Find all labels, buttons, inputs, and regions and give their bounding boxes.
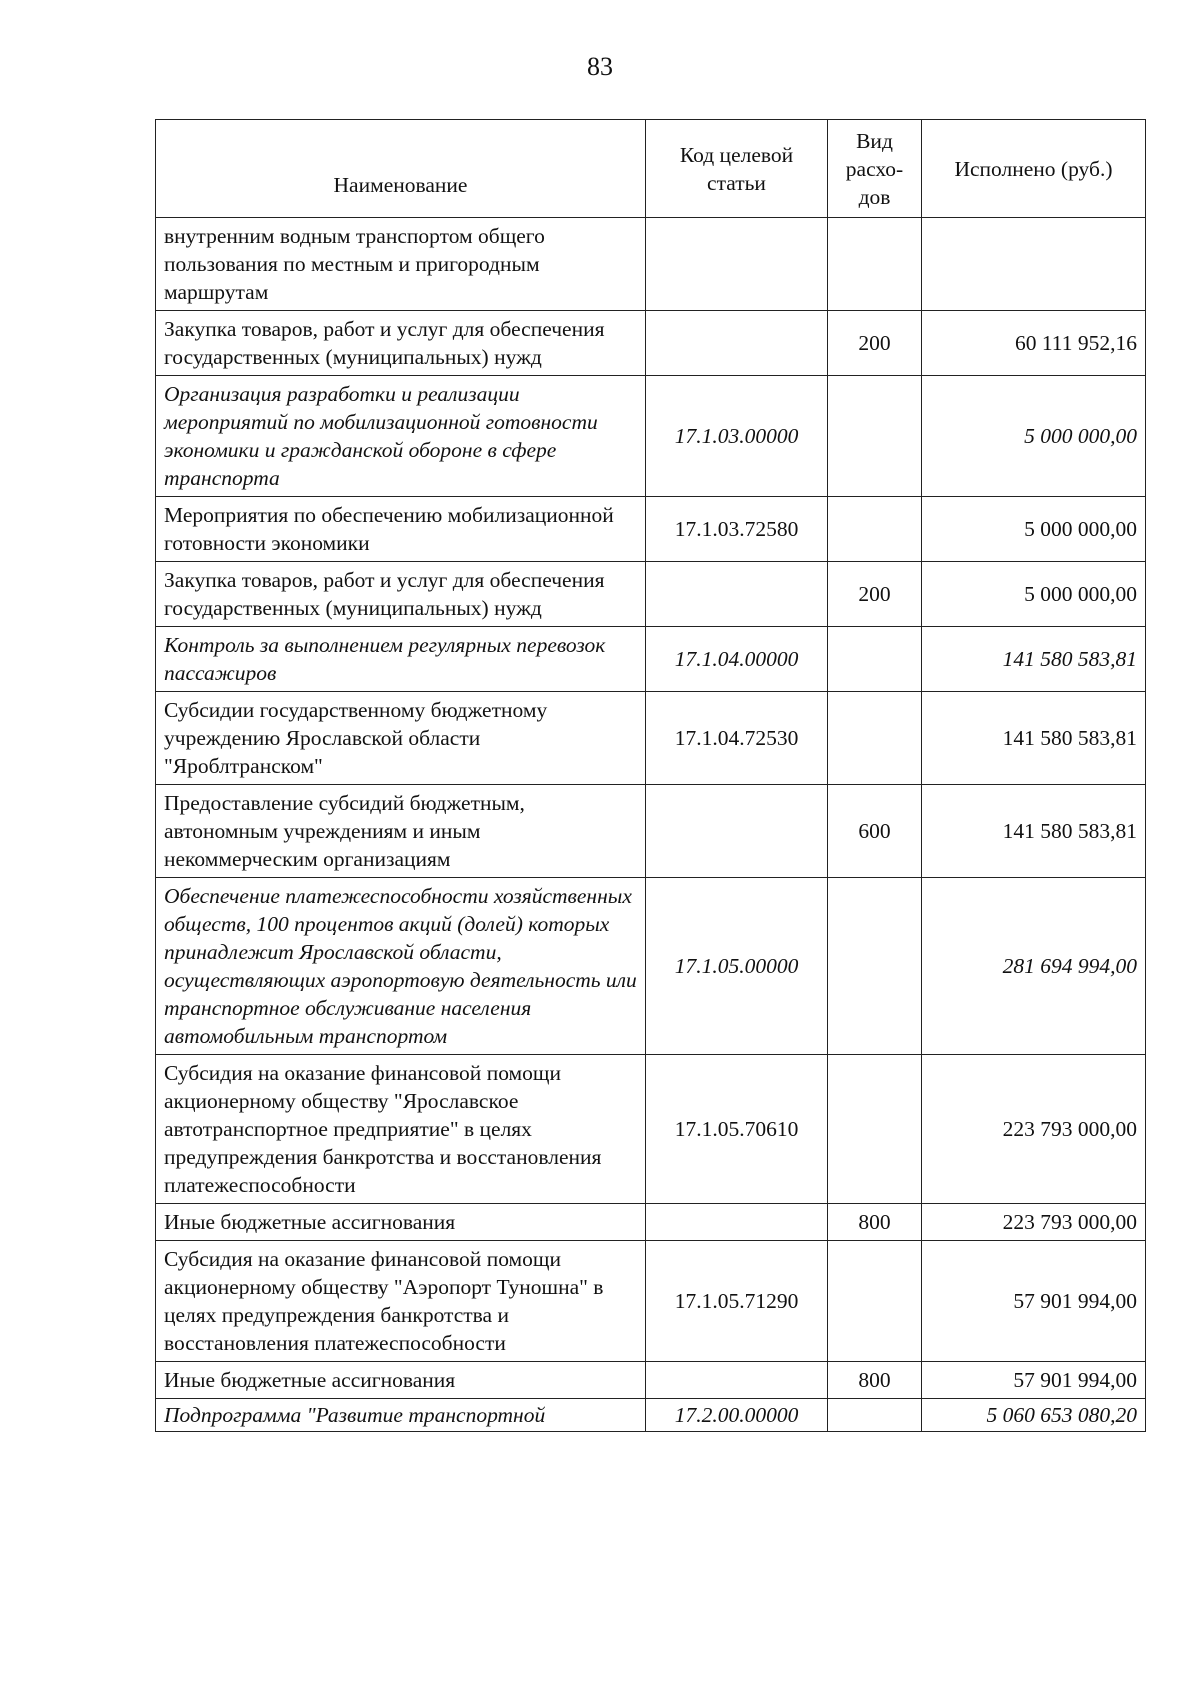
cell-sum: 223 793 000,00 bbox=[922, 1055, 1146, 1204]
table-row bbox=[156, 376, 1146, 497]
cell-name: Иные бюджетные ассигнования bbox=[156, 1362, 646, 1399]
cell-code: 17.1.05.71290 bbox=[646, 1241, 828, 1362]
cell-code bbox=[646, 785, 828, 878]
table-row bbox=[156, 1204, 1146, 1241]
cell-name: Субсидии государственному бюджетному учреждению Ярославской области "Яроблтранском" bbox=[156, 692, 646, 785]
cell-sum: 141 580 583,81 bbox=[922, 627, 1146, 692]
table-row bbox=[156, 785, 1146, 878]
cell-type: 600 bbox=[828, 785, 922, 878]
cell-name: Подпрограмма "Развитие транспортной bbox=[156, 1399, 646, 1432]
budget-table bbox=[155, 119, 1146, 1432]
cell-code bbox=[646, 1204, 828, 1241]
cell-code: 17.1.05.70610 bbox=[646, 1055, 828, 1204]
cell-sum: 57 901 994,00 bbox=[922, 1362, 1146, 1399]
cell-type bbox=[828, 218, 922, 311]
table-row bbox=[156, 692, 1146, 785]
cell-name: Предоставление субсидий бюджетным, автономным учреждениям и иным некоммерческим организациям bbox=[156, 785, 646, 878]
header-name: Наименование bbox=[156, 120, 646, 218]
cell-type bbox=[828, 1055, 922, 1204]
table-row bbox=[156, 311, 1146, 376]
cell-name: Субсидия на оказание финансовой помощи акционерному обществу "Аэропорт Туношна" в целях предупреждения банкротства и восстановления платежеспособности bbox=[156, 1241, 646, 1362]
table-row bbox=[156, 1399, 1146, 1432]
cell-name: Контроль за выполнением регулярных перевозок пассажиров bbox=[156, 627, 646, 692]
cell-code: 17.1.03.00000 bbox=[646, 376, 828, 497]
table-row bbox=[156, 218, 1146, 311]
cell-code: 17.1.05.00000 bbox=[646, 878, 828, 1055]
page-number: 83 bbox=[587, 52, 613, 81]
cell-type bbox=[828, 1399, 922, 1432]
cell-name: Закупка товаров, работ и услуг для обеспечения государственных (муниципальных) нужд bbox=[156, 562, 646, 627]
cell-type: 800 bbox=[828, 1362, 922, 1399]
cell-code: 17.1.03.72580 bbox=[646, 497, 828, 562]
table-row bbox=[156, 1362, 1146, 1399]
cell-code: 17.1.04.00000 bbox=[646, 627, 828, 692]
cell-sum: 141 580 583,81 bbox=[922, 692, 1146, 785]
cell-type bbox=[828, 627, 922, 692]
cell-sum bbox=[922, 218, 1146, 311]
cell-name: Закупка товаров, работ и услуг для обеспечения государственных (муниципальных) нужд bbox=[156, 311, 646, 376]
cell-sum: 141 580 583,81 bbox=[922, 785, 1146, 878]
cell-type bbox=[828, 376, 922, 497]
cell-sum: 5 000 000,00 bbox=[922, 562, 1146, 627]
header-code: Код целевой статьи bbox=[646, 120, 828, 218]
table-row bbox=[156, 627, 1146, 692]
table-row bbox=[156, 1055, 1146, 1204]
cell-code bbox=[646, 1362, 828, 1399]
cell-type bbox=[828, 1241, 922, 1362]
cell-name: Мероприятия по обеспечению мобилизационной готовности экономики bbox=[156, 497, 646, 562]
cell-sum: 5 000 000,00 bbox=[922, 497, 1146, 562]
table-header-row bbox=[156, 120, 1146, 218]
cell-sum: 223 793 000,00 bbox=[922, 1204, 1146, 1241]
cell-name: внутренним водным транспортом общего пользования по местным и пригородным маршрутам bbox=[156, 218, 646, 311]
cell-sum: 5 060 653 080,20 bbox=[922, 1399, 1146, 1432]
cell-type bbox=[828, 497, 922, 562]
cell-type bbox=[828, 692, 922, 785]
cell-name: Иные бюджетные ассигнования bbox=[156, 1204, 646, 1241]
cell-code: 17.2.00.00000 bbox=[646, 1399, 828, 1432]
header-sum: Исполнено (руб.) bbox=[922, 120, 1146, 218]
cell-type: 800 bbox=[828, 1204, 922, 1241]
table-row bbox=[156, 1241, 1146, 1362]
cell-name: Обеспечение платежеспособности хозяйственных обществ, 100 процентов акций (долей) которых принадлежит Ярославской области, осуществляющих аэропортовую деятельность или транспортное обслуживание населения автомобильным транспортом bbox=[156, 878, 646, 1055]
cell-sum: 57 901 994,00 bbox=[922, 1241, 1146, 1362]
cell-sum: 281 694 994,00 bbox=[922, 878, 1146, 1055]
cell-code: 17.1.04.72530 bbox=[646, 692, 828, 785]
cell-type bbox=[828, 878, 922, 1055]
table-row bbox=[156, 497, 1146, 562]
table-row bbox=[156, 878, 1146, 1055]
cell-code bbox=[646, 311, 828, 376]
cell-name: Субсидия на оказание финансовой помощи акционерному обществу "Ярославское автотранспортное предприятие" в целях предупреждения банкротства и восстановления платежеспособности bbox=[156, 1055, 646, 1204]
cell-type: 200 bbox=[828, 562, 922, 627]
cell-sum: 60 111 952,16 bbox=[922, 311, 1146, 376]
table-row bbox=[156, 562, 1146, 627]
header-type: Вид расхо-дов bbox=[828, 120, 922, 218]
cell-code bbox=[646, 218, 828, 311]
cell-sum: 5 000 000,00 bbox=[922, 376, 1146, 497]
cell-name: Организация разработки и реализации мероприятий по мобилизационной готовности экономики и гражданской обороне в сфере транспорта bbox=[156, 376, 646, 497]
cell-code bbox=[646, 562, 828, 627]
cell-type: 200 bbox=[828, 311, 922, 376]
